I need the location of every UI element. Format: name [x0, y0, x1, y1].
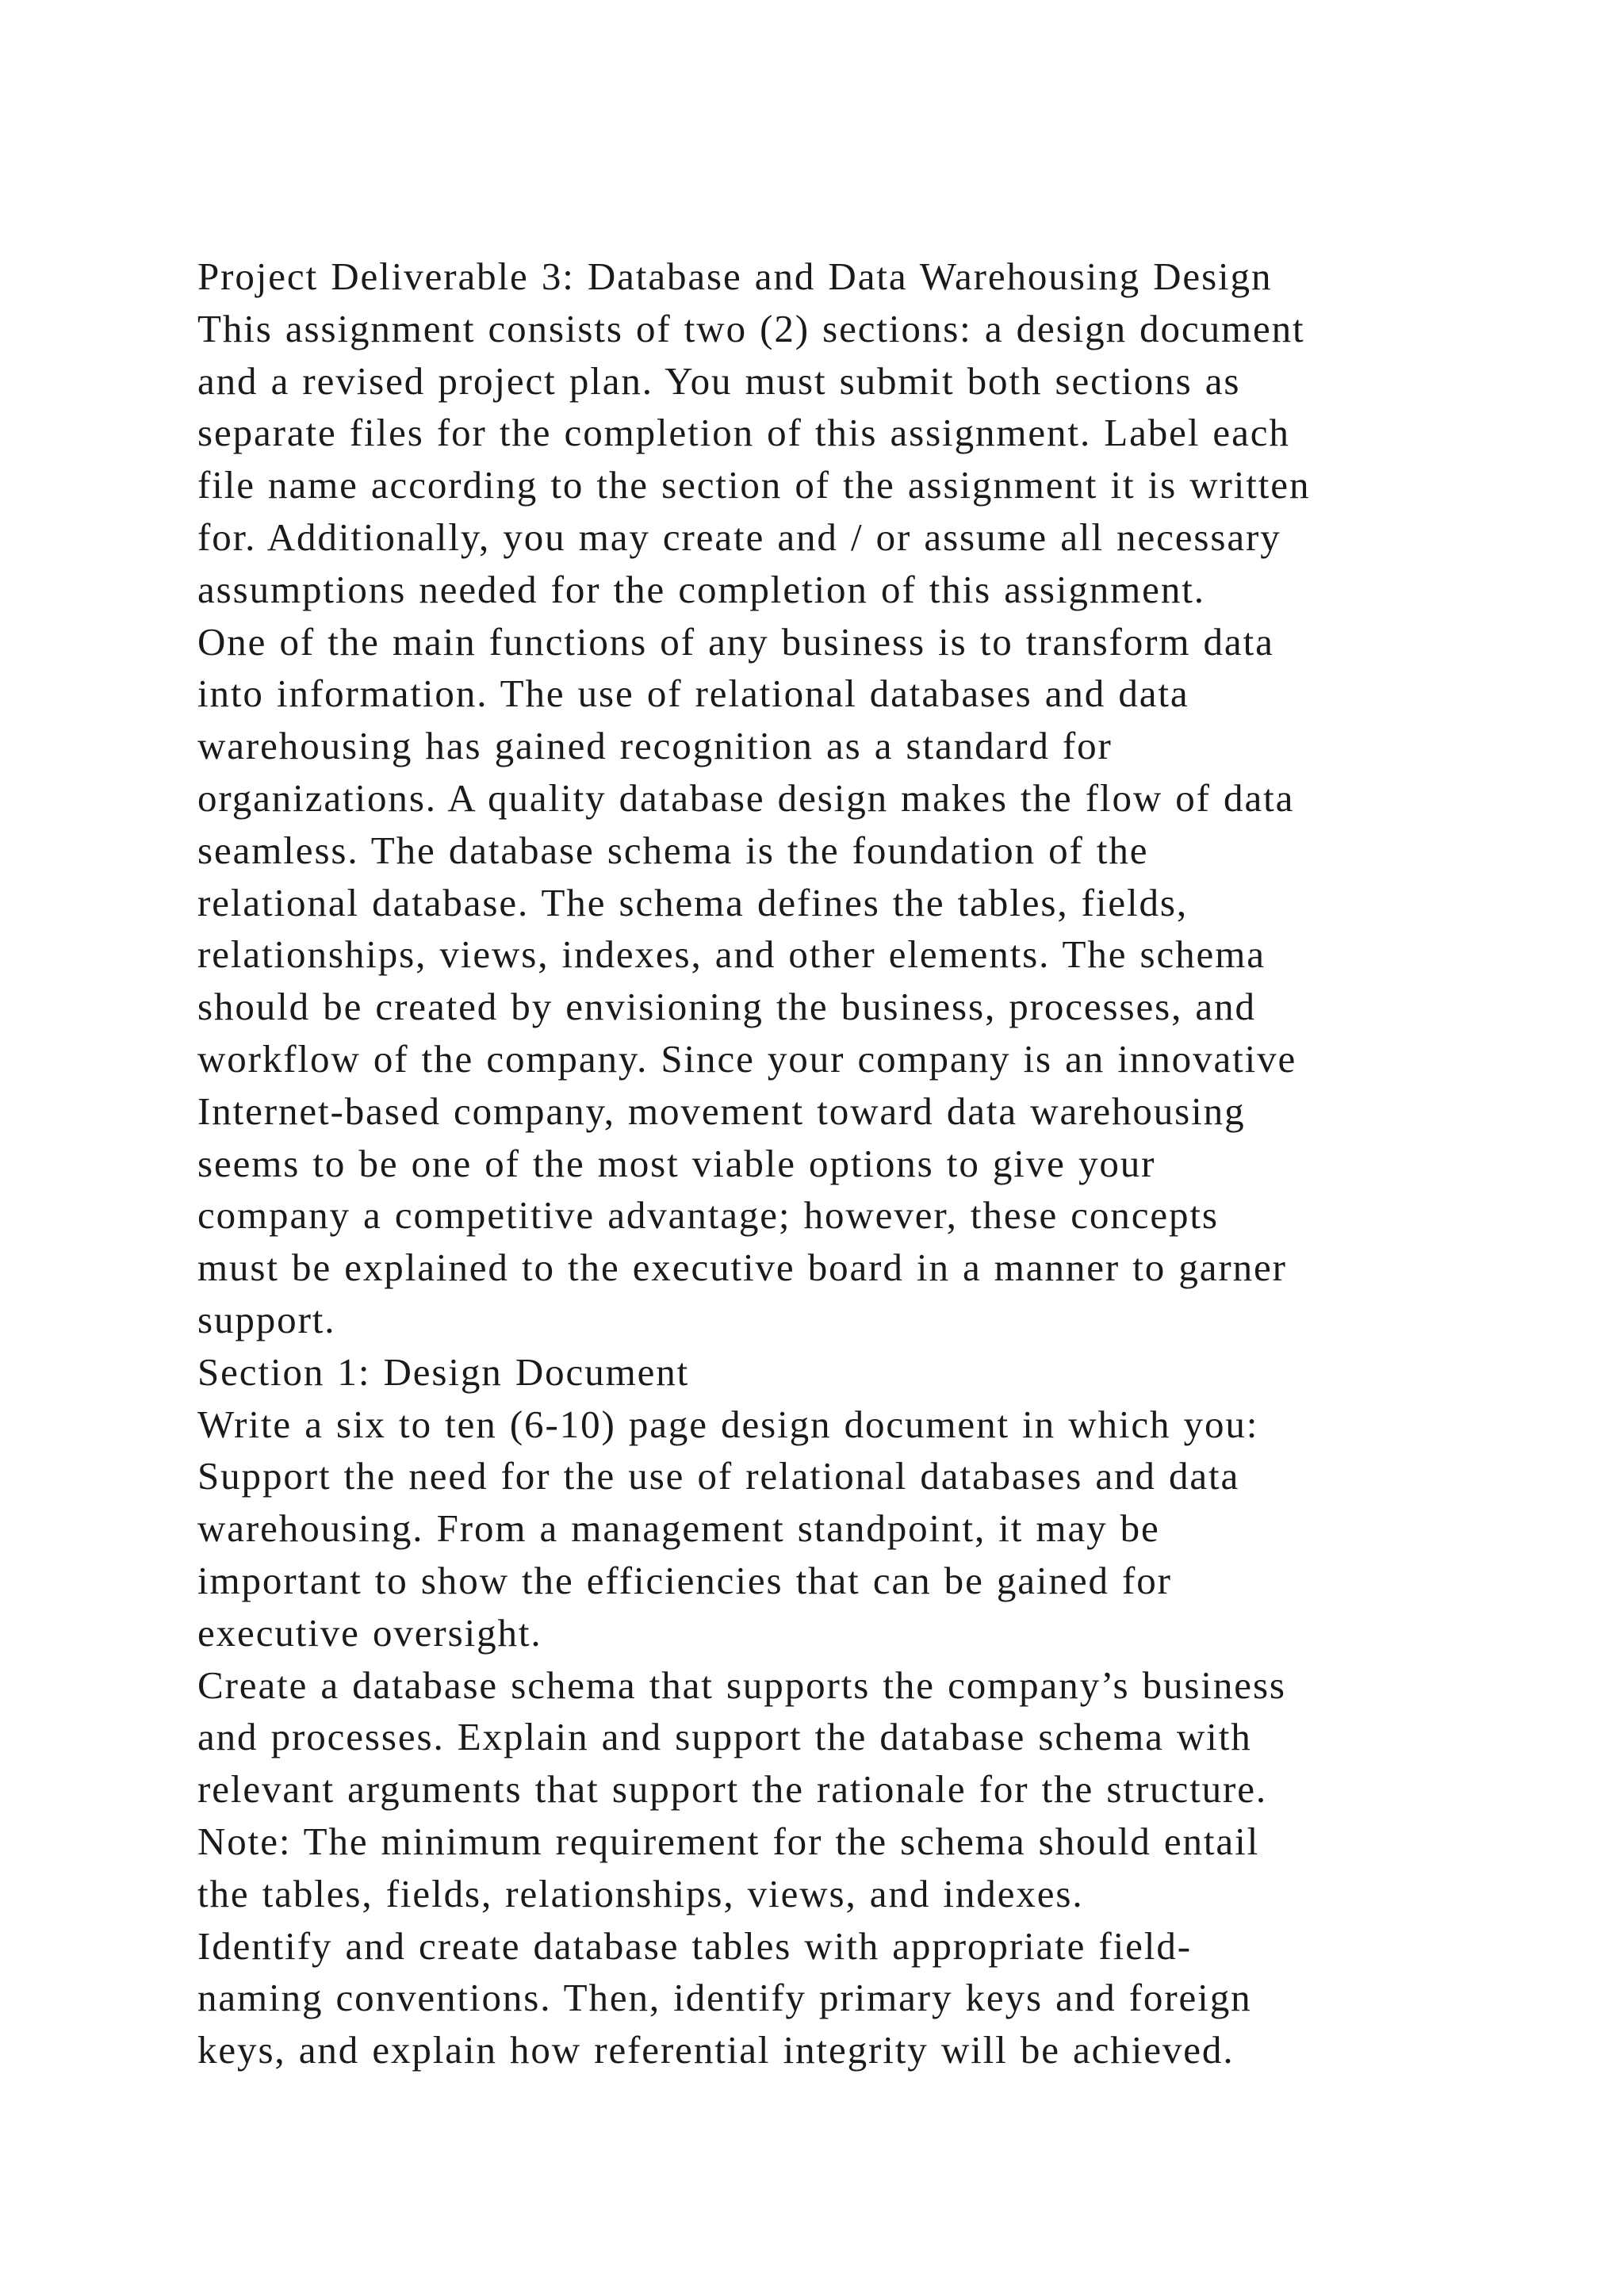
- section-1-line-8: relevant arguments that support the rationale for the structure.: [197, 1767, 1268, 1812]
- context-line-1: One of the main functions of any business is to transform data: [197, 619, 1274, 664]
- context-line-7: relationships, views, indexes, and other elements. The schema: [197, 932, 1266, 977]
- context-line-4: organizations. A quality database design makes the flow of data: [197, 775, 1295, 820]
- section-1-line-13: keys, and explain how referential integrity will be achieved.: [197, 2028, 1235, 2072]
- context-line-5: seamless. The database schema is the foundation of the: [197, 828, 1149, 872]
- context-line-3: warehousing has gained recognition as a standard for: [197, 724, 1113, 768]
- document-title: Project Deliverable 3: Database and Data Warehousing Design: [197, 254, 1273, 298]
- context-line-10: Internet-based company, movement toward data warehousing: [197, 1089, 1246, 1133]
- section-1-line-6: Create a database schema that supports the company’s business: [197, 1663, 1286, 1707]
- intro-line-6: assumptions needed for the completion of this assignment.: [197, 567, 1205, 611]
- section-1-line-4: important to show the efficiencies that can be gained for: [197, 1558, 1172, 1602]
- section-1-line-1: Write a six to ten (6-10) page design document in which you:: [197, 1402, 1259, 1446]
- context-line-9: workflow of the company. Since your company is an innovative: [197, 1036, 1297, 1081]
- intro-line-5: for. Additionally, you may create and / or assume all necessary: [197, 515, 1281, 559]
- section-1-line-5: executive oversight.: [197, 1610, 542, 1655]
- intro-line-3: separate files for the completion of this assignment. Label each: [197, 411, 1290, 455]
- section-1-line-2: Support the need for the use of relational databases and data: [197, 1454, 1240, 1498]
- section-1-line-7: and processes. Explain and support the database schema with: [197, 1715, 1252, 1759]
- section-1-heading: Section 1: Design Document: [197, 1349, 690, 1394]
- intro-line-1: This assignment consists of two (2) sections: a design document: [197, 306, 1305, 350]
- context-line-13: must be explained to the executive board in a manner to garner: [197, 1246, 1287, 1290]
- context-line-2: into information. The use of relational databases and data: [197, 672, 1189, 716]
- context-line-8: should be created by envisioning the business, processes, and: [197, 985, 1256, 1029]
- section-1-line-11: Identify and create database tables with appropriate field-: [197, 1923, 1192, 1968]
- intro-line-4: file name according to the section of the assignment it is written: [197, 463, 1311, 507]
- context-line-6: relational database. The schema defines the tables, fields,: [197, 880, 1189, 924]
- context-line-11: seems to be one of the most viable options to give your: [197, 1141, 1156, 1185]
- context-line-12: company a competitive advantage; however, these concepts: [197, 1193, 1219, 1238]
- section-1-line-9: Note: The minimum requirement for the schema should entail: [197, 1819, 1260, 1863]
- document-body: [197, 251, 1545, 2076]
- section-1-line-3: warehousing. From a management standpoint, it may be: [197, 1506, 1160, 1551]
- intro-line-2: and a revised project plan. You must submit both sections as: [197, 358, 1241, 403]
- section-1-line-12: naming conventions. Then, identify primary keys and foreign: [197, 1976, 1252, 2020]
- section-1-line-10: the tables, fields, relationships, views, and indexes.: [197, 1871, 1084, 1915]
- context-line-14: support.: [197, 1297, 336, 1341]
